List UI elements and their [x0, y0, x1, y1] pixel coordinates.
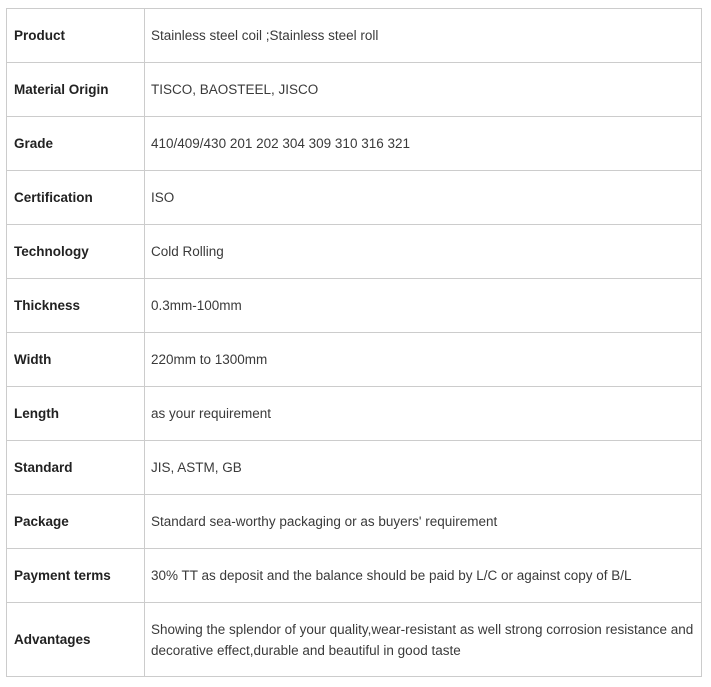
row-label: Package: [7, 495, 145, 549]
row-label: Material Origin: [7, 63, 145, 117]
row-label: Payment terms: [7, 549, 145, 603]
table-row: [7, 63, 702, 117]
table-row: [7, 333, 702, 387]
row-value: Standard sea-worthy packaging or as buyers' requirement: [145, 495, 702, 549]
table-row: [7, 9, 702, 63]
row-value: ISO: [145, 171, 702, 225]
table-row: [7, 387, 702, 441]
row-label: Thickness: [7, 279, 145, 333]
row-label: Length: [7, 387, 145, 441]
row-label: Product: [7, 9, 145, 63]
row-value: Cold Rolling: [145, 225, 702, 279]
row-label: Standard: [7, 441, 145, 495]
table-row: [7, 279, 702, 333]
row-value: TISCO, BAOSTEEL, JISCO: [145, 63, 702, 117]
row-label: Grade: [7, 117, 145, 171]
row-label: Certification: [7, 171, 145, 225]
row-label: Width: [7, 333, 145, 387]
table-row: [7, 549, 702, 603]
table-row: [7, 171, 702, 225]
table-row: [7, 225, 702, 279]
row-value: Stainless steel coil ;Stainless steel roll: [145, 9, 702, 63]
row-value: 410/409/430 201 202 304 309 310 316 321: [145, 117, 702, 171]
spec-table: [6, 8, 702, 677]
row-value: 220mm to 1300mm: [145, 333, 702, 387]
row-value: JIS, ASTM, GB: [145, 441, 702, 495]
table-row: [7, 495, 702, 549]
row-label: Technology: [7, 225, 145, 279]
row-value: 0.3mm-100mm: [145, 279, 702, 333]
row-label: Advantages: [7, 603, 145, 677]
row-value: as your requirement: [145, 387, 702, 441]
row-value: Showing the splendor of your quality,wear-resistant as well strong corrosion resistance and decorative effect,durable and beautiful in good taste: [145, 603, 702, 677]
table-row: [7, 441, 702, 495]
table-row: [7, 117, 702, 171]
row-value: 30% TT as deposit and the balance should be paid by L/C or against copy of B/L: [145, 549, 702, 603]
table-row: [7, 603, 702, 677]
